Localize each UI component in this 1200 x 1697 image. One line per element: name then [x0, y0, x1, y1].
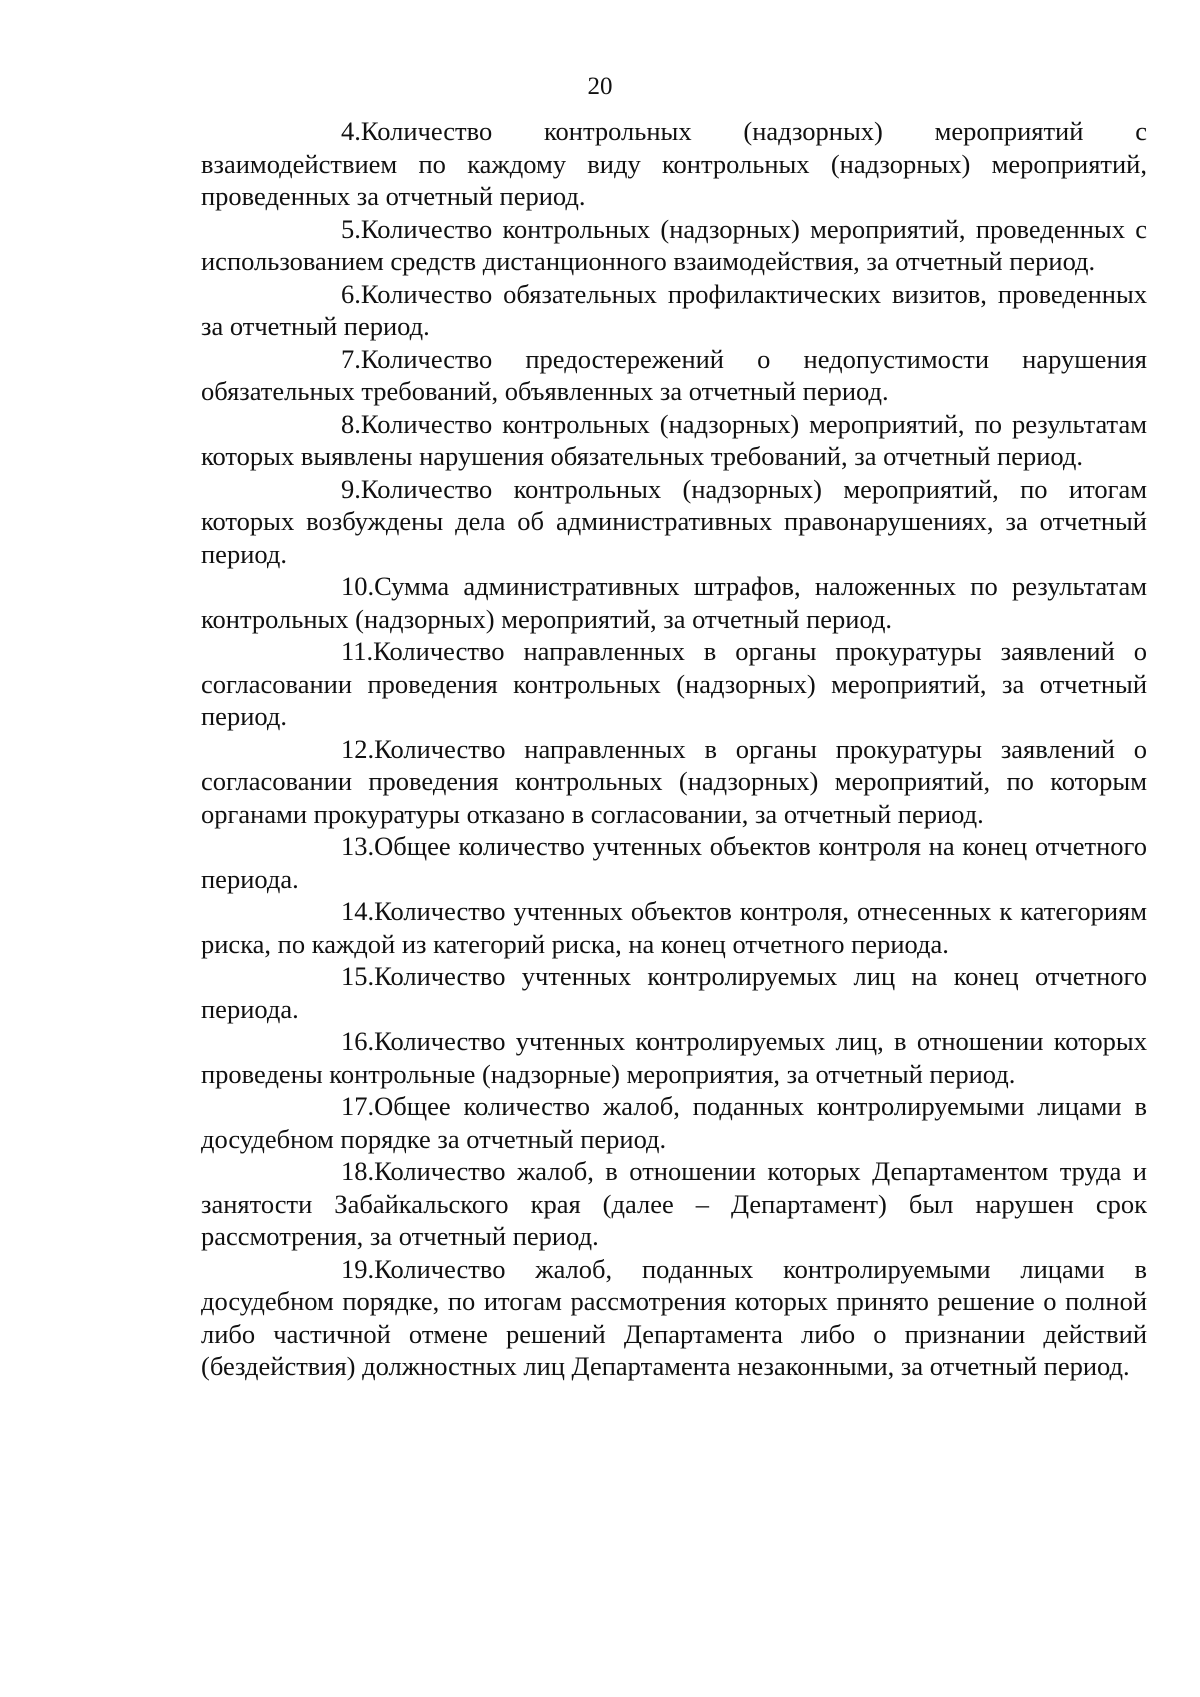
list-item: [201, 115, 1147, 213]
item-text: Количество контрольных (надзорных) мероприятий с взаимодействием по каждому виду контрольных (надзорных) мероприятий, проведенных за отчетный период.: [201, 116, 1147, 211]
item-number: 5.: [341, 213, 361, 244]
list-item: [201, 570, 1147, 635]
item-text: Количество контрольных (надзорных) мероприятий, проведенных с использованием средств дистанционного взаимодействия, за отчетный период.: [201, 213, 1147, 276]
item-text: Количество предостережений о недопустимости нарушения обязательных требований, объявленных за отчетный период.: [201, 343, 1147, 406]
list-item: [201, 733, 1147, 831]
item-text: Количество контрольных (надзорных) мероприятий, по результатам которых выявлены нарушения обязательных требований, за отчетный период.: [201, 408, 1147, 471]
list-item: [201, 408, 1147, 473]
list-item: [201, 1025, 1147, 1090]
item-text: Количество учтенных контролируемых лиц на конец отчетного периода.: [201, 961, 1147, 1024]
item-text: Количество направленных в органы прокуратуры заявлений о согласовании проведения контрольных (надзорных) мероприятий, за отчетный период.: [201, 636, 1147, 731]
item-number: 16.: [341, 1026, 375, 1056]
item-number: 19.: [341, 1253, 375, 1284]
item-number: 14.: [341, 896, 375, 926]
list-item: [201, 278, 1147, 343]
item-text: Количество учтенных контролируемых лиц, в отношении которых проведены контрольные (надзорные) мероприятия, за отчетный период.: [201, 1026, 1147, 1089]
item-text: Количество жалоб, в отношении которых Департаментом труда и занятости Забайкальского края (далее – Департамент) был нарушен срок рассмотрения, за отчетный период.: [201, 1156, 1147, 1251]
list-item: [201, 635, 1147, 733]
list-item: [201, 1155, 1147, 1253]
item-number: 13.: [341, 831, 375, 861]
list-item: [201, 213, 1147, 278]
item-number: 8.: [341, 408, 361, 439]
item-number: 6.: [341, 278, 361, 309]
list-item: [201, 1253, 1147, 1383]
item-text: Общее количество жалоб, поданных контролируемыми лицами в досудебном порядке за отчетный период.: [201, 1091, 1147, 1154]
item-text: Сумма административных штрафов, наложенных по результатам контрольных (надзорных) мероприятий, за отчетный период.: [201, 571, 1147, 634]
item-text: Количество жалоб, поданных контролируемыми лицами в досудебном порядке, по итогам рассмотрения которых принято решение о полной либо частичной отмене решений Департамента либо о признании действий (бездействия) должностных лиц Департамента незаконными, за отчетный период.: [201, 1253, 1147, 1381]
item-text: Общее количество учтенных объектов контроля на конец отчетного периода.: [201, 831, 1147, 894]
list-item: [201, 473, 1147, 571]
item-number: 11.: [341, 636, 374, 666]
item-number: 9.: [341, 473, 361, 504]
item-text: Количество учтенных объектов контроля, отнесенных к категориям риска, по каждой из категорий риска, на конец отчетного периода.: [201, 896, 1147, 959]
item-number: 17.: [341, 1091, 375, 1121]
item-number: 15.: [341, 961, 375, 991]
numbered-list: [201, 115, 1147, 1383]
list-item: [201, 830, 1147, 895]
item-text: Количество направленных в органы прокуратуры заявлений о согласовании проведения контрольных (надзорных) мероприятий, по которым органами прокуратуры отказано в согласовании, за отчетный период.: [201, 733, 1147, 829]
item-number: 10.: [341, 571, 375, 601]
page-number: 20: [587, 73, 613, 100]
item-number: 7.: [341, 343, 361, 374]
list-item: [201, 1090, 1147, 1155]
item-text: Количество контрольных (надзорных) мероприятий, по итогам которых возбуждены дела об административных правонарушениях, за отчетный период.: [201, 473, 1147, 569]
item-number: 4.: [341, 116, 361, 146]
item-text: Количество обязательных профилактических визитов, проведенных за отчетный период.: [201, 278, 1147, 341]
item-number: 12.: [341, 733, 375, 764]
list-item: [201, 960, 1147, 1025]
list-item: [201, 343, 1147, 408]
list-item: [201, 895, 1147, 960]
item-number: 18.: [341, 1156, 375, 1186]
